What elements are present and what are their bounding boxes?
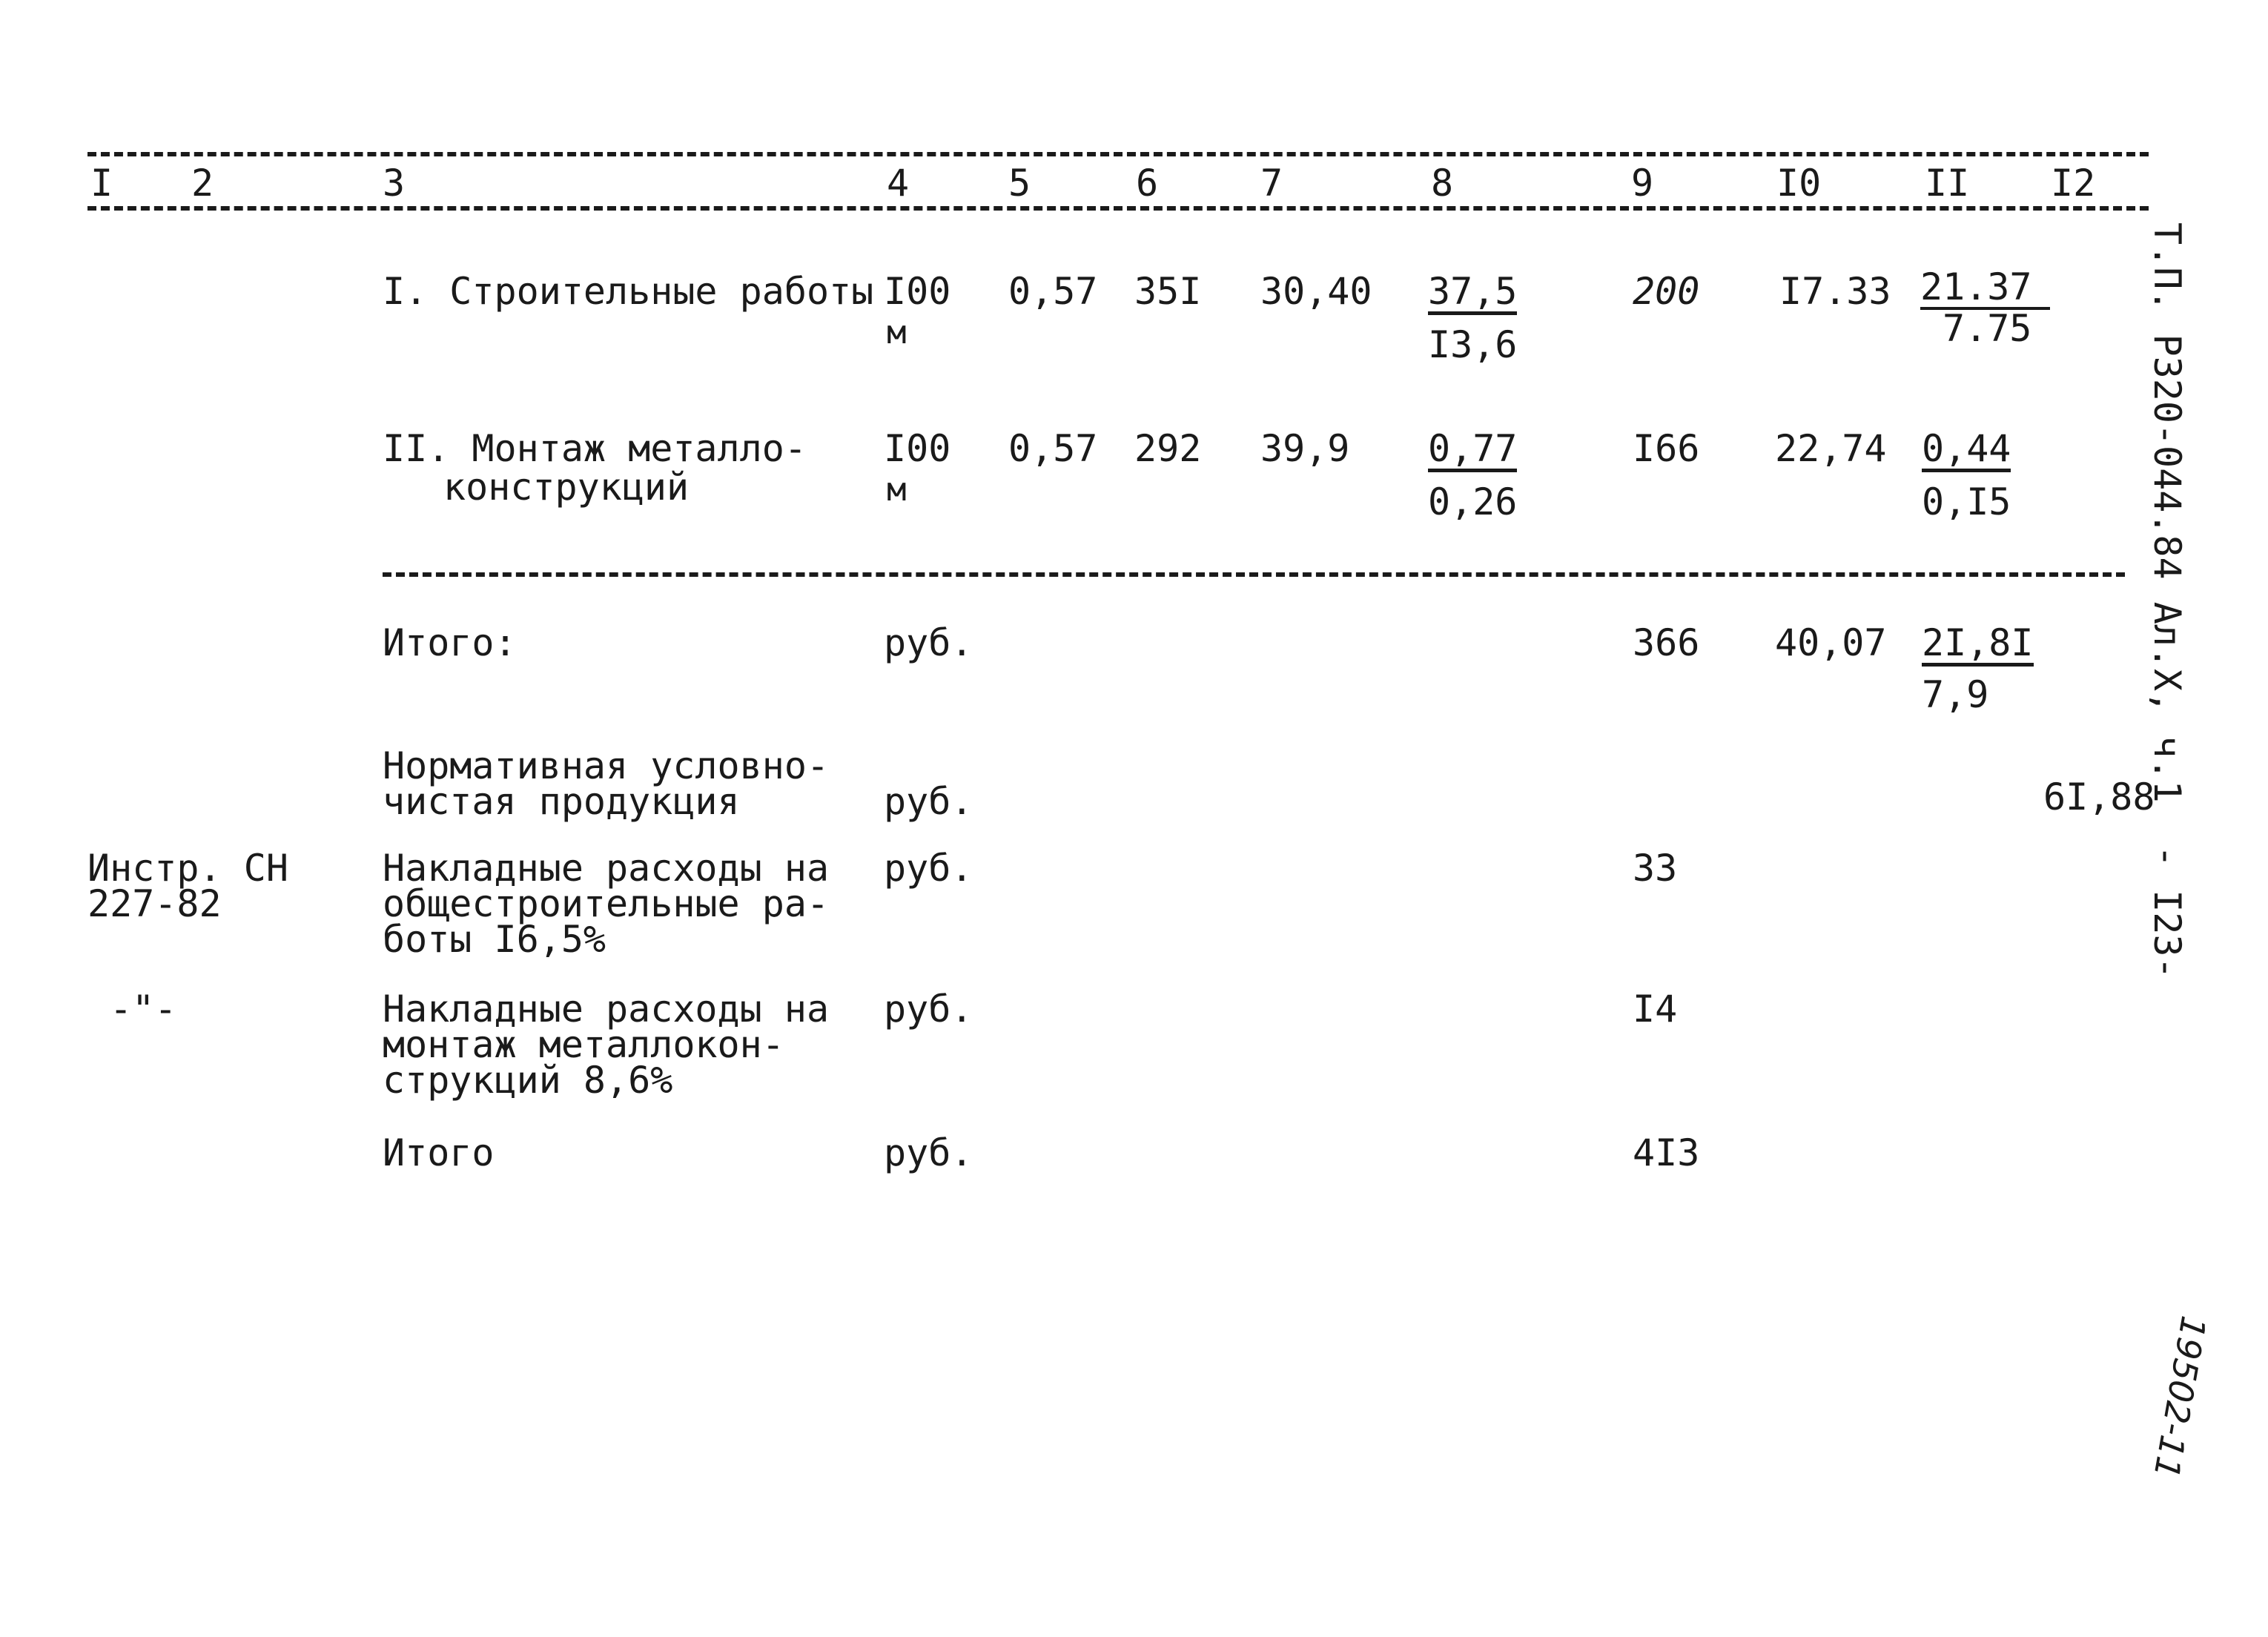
row-name-line1: II. Монтаж металло- bbox=[383, 427, 807, 470]
subtotal-rule bbox=[383, 572, 2125, 577]
col-num-4: 4 bbox=[887, 162, 910, 205]
col-num-10: I0 bbox=[1776, 162, 1822, 205]
cell-col8-denominator: I3,6 bbox=[1428, 323, 1518, 366]
unit-measure: м bbox=[887, 314, 907, 351]
basis-ditto: -"- bbox=[110, 988, 177, 1031]
header-bottom-rule bbox=[87, 206, 2149, 211]
overhead-col9: I4 bbox=[1633, 988, 1678, 1031]
cell-col11-numerator: 0,44 bbox=[1922, 430, 2011, 472]
total-label: Итого: bbox=[383, 621, 517, 664]
col-num-5: 5 bbox=[1008, 162, 1031, 205]
cell-col8-numerator: 0,77 bbox=[1428, 430, 1517, 472]
cell-col10: I7.33 bbox=[1779, 270, 1891, 313]
basis-line2: 227-82 bbox=[87, 882, 222, 925]
cell-col11-numerator: 21.37 bbox=[1920, 268, 2050, 310]
normative-col12: 6I,88 bbox=[2043, 775, 2155, 818]
col-num-6: 6 bbox=[1136, 162, 1159, 205]
col-num-11: II bbox=[1925, 162, 1970, 205]
cell-col6: 292 bbox=[1134, 427, 1202, 470]
col-num-9: 9 bbox=[1631, 162, 1654, 205]
document-reference: Т.П. Р320-044.84 Ал.Х, ч.1 bbox=[2146, 222, 2189, 803]
col-num-7: 7 bbox=[1260, 162, 1283, 205]
col-num-8: 8 bbox=[1431, 162, 1454, 205]
normative-line2: чистая продукция bbox=[383, 780, 740, 823]
normative-unit: руб. bbox=[884, 780, 973, 823]
grand-total-col9: 4I3 bbox=[1633, 1131, 1700, 1174]
overhead-unit: руб. bbox=[884, 988, 973, 1031]
total-col9: 366 bbox=[1633, 621, 1700, 664]
overhead-line3: струкций 8,6% bbox=[383, 1059, 673, 1102]
col-num-1: I bbox=[90, 162, 113, 205]
row-name: I. Строительные работы bbox=[383, 270, 874, 313]
unit-quantity: I00 bbox=[884, 427, 951, 470]
cell-col10: 22,74 bbox=[1775, 427, 1887, 470]
cell-col11-denominator: 0,I5 bbox=[1922, 480, 2011, 523]
total-col11-denominator: 7,9 bbox=[1922, 673, 1989, 716]
header-top-rule bbox=[87, 152, 2149, 156]
cell-col6: 35I bbox=[1134, 270, 1202, 313]
cell-col7: 39,9 bbox=[1260, 427, 1350, 470]
handwritten-inventory-number: 19502-11 bbox=[2146, 1312, 2214, 1482]
unit-measure: м bbox=[887, 471, 907, 509]
total-unit: руб. bbox=[884, 621, 973, 664]
grand-total-label: Итого bbox=[383, 1131, 495, 1174]
cell-col5: 0,57 bbox=[1008, 427, 1098, 470]
cell-col8-numerator: 37,5 bbox=[1428, 273, 1517, 315]
total-col10: 40,07 bbox=[1775, 621, 1887, 664]
unit-quantity: I00 bbox=[884, 270, 951, 313]
col-num-3: 3 bbox=[383, 162, 406, 205]
cell-col9: I66 bbox=[1633, 427, 1700, 470]
basis-line1: Инстр. СН bbox=[87, 847, 288, 890]
grand-total-unit: руб. bbox=[884, 1131, 973, 1174]
overhead-col9: 33 bbox=[1633, 847, 1678, 890]
cell-col7: 30,40 bbox=[1260, 270, 1372, 313]
cell-col9: 200 bbox=[1633, 270, 1700, 313]
col-num-12: I2 bbox=[2051, 162, 2096, 205]
overhead-line1: Накладные расходы на bbox=[383, 988, 830, 1031]
cell-col11-denominator: 7.75 bbox=[1943, 307, 2032, 350]
overhead-line3: боты I6,5% bbox=[383, 918, 606, 961]
overhead-line1: Накладные расходы на bbox=[383, 847, 830, 890]
col-num-2: 2 bbox=[191, 162, 214, 205]
cell-col8-denominator: 0,26 bbox=[1428, 480, 1518, 523]
page-number: - I23- bbox=[2146, 845, 2189, 979]
normative-line1: Нормативная условно- bbox=[383, 744, 830, 787]
overhead-unit: руб. bbox=[884, 847, 973, 890]
total-col11-numerator: 2I,8I bbox=[1922, 624, 2034, 667]
cell-col5: 0,57 bbox=[1008, 270, 1098, 313]
overhead-line2: общестроительные ра- bbox=[383, 882, 830, 925]
overhead-line2: монтаж металлокон- bbox=[383, 1023, 784, 1066]
row-name-line2: конструкций bbox=[443, 466, 690, 509]
